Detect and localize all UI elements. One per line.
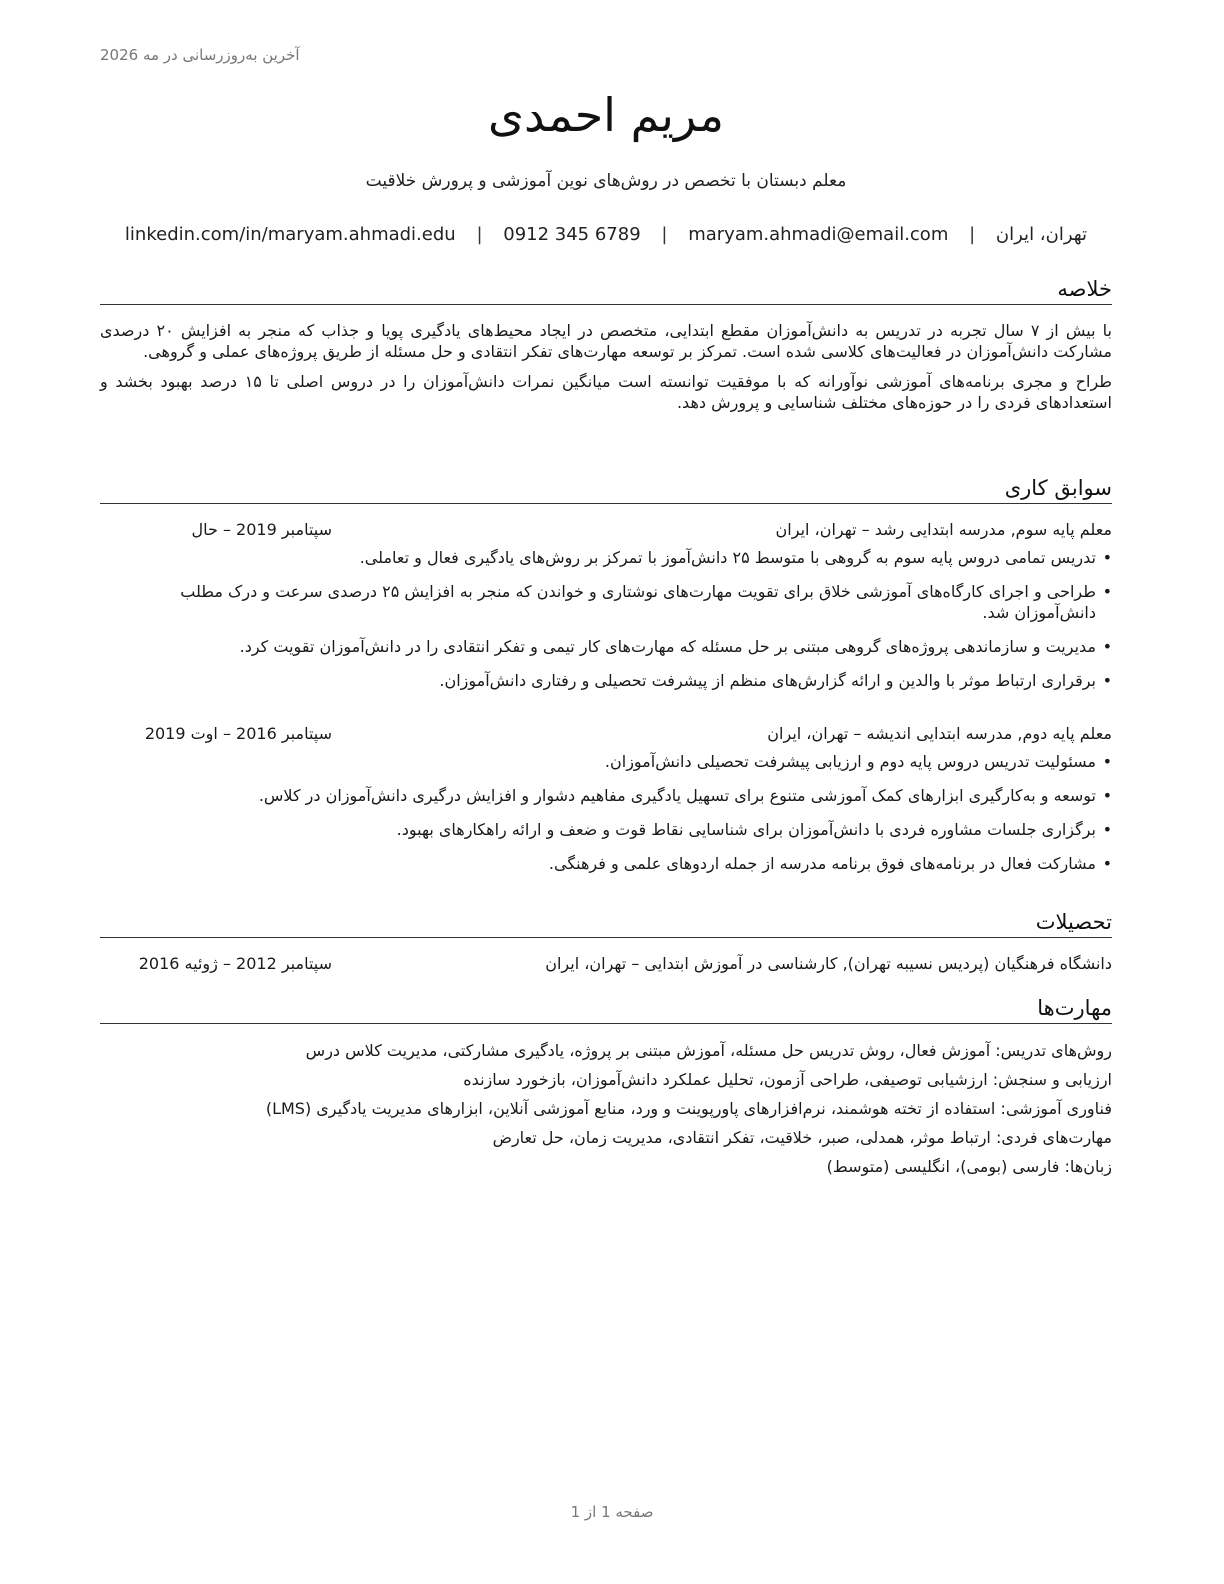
summary-paragraph: طراح و مجری برنامه‌های آموزشی نوآورانه که با موفقیت توانسته است میانگین نمرات دانش‌آموزان را در دروس اصلی تا ۱۵ درصد بهبود بخشد و استعدادهای فردی را در حوزه‌های مختلف شناسایی و پرورش دهد. xyxy=(100,372,1113,412)
job-bullet: • طراحی و اجرای کارگاه‌های آموزشی خلاق برای تقویت مهارت‌های نوشتاری و خواندن که منجر به افزایش ۲۵ درصدی سرعت و درک مطلب دانش‌آموزان شد. xyxy=(100,581,1112,623)
education-dates: سپتامبر 2012 – ژوئیه 2016 xyxy=(138,954,332,973)
skill-line: ارزیابی و سنجش: ارزشیابی توصیفی، طراحی آزمون، تحلیل عملکرد دانش‌آموزان، بازخورد سازنده xyxy=(463,1070,1112,1089)
experience-section xyxy=(100,475,1112,874)
education-heading: دانشگاه فرهنگیان (پردیس نسیبه تهران), کارشناسی در آموزش ابتدایی – تهران، ایران xyxy=(545,954,1112,973)
contact-location: تهران، ایران xyxy=(995,224,1088,245)
job-title: معلم پایه سوم, مدرسه ابتدایی رشد – تهران، ایران xyxy=(775,520,1112,539)
job-bullet: • مدیریت و سازماندهی پروژه‌های گروهی مبتنی بر حل مسئله که مهارت‌های کار تیمی و تفکر انتقادی را در دانش‌آموزان تقویت کرد. xyxy=(100,636,1112,657)
skill-line: مهارت‌های فردی: ارتباط موثر، همدلی، صبر، خلاقیت، تفکر انتقادی، مدیریت زمان، حل تعارض xyxy=(492,1128,1112,1147)
job-bullet: • توسعه و به‌کارگیری ابزارهای کمک آموزشی متنوع برای تسهیل یادگیری مفاهیم دشوار و افزایش درگیری دانش‌آموزان در کلاس. xyxy=(100,785,1112,806)
page-number: صفحه 1 از 1 xyxy=(570,1503,654,1521)
job-bullet: • مسئولیت تدریس دروس پایه دوم و ارزیابی پیشرفت تحصیلی دانش‌آموزان. xyxy=(100,751,1112,772)
summary-section xyxy=(100,276,1112,413)
section-title-education: تحصیلات xyxy=(100,909,1112,938)
education-section xyxy=(100,909,1112,975)
job-bullet: • تدریس تمامی دروس پایه سوم به گروهی با متوسط ۲۵ دانش‌آموز با تمرکز بر روش‌های یادگیری فعال و تعاملی. xyxy=(100,547,1112,568)
contact-line xyxy=(100,224,1112,245)
last-updated-note: آخرین به‌روزرسانی در مه 2026 xyxy=(100,46,300,64)
section-title-skills: مهارت‌ها xyxy=(100,995,1112,1024)
skills-section xyxy=(100,995,1112,1178)
contact-linkedin[interactable]: linkedin.com/in/maryam.ahmadi.edu xyxy=(124,224,456,245)
skill-line: روش‌های تدریس: آموزش فعال، روش تدریس حل مسئله، آموزش مبتنی بر پروژه، یادگیری مشارکتی، مدیریت کلاس درس xyxy=(305,1041,1112,1060)
contact-separator: | xyxy=(476,224,483,245)
job-bullets xyxy=(100,547,1112,691)
contact-phone[interactable]: 0912 345 6789 xyxy=(503,224,641,245)
person-name: مریم احمدی xyxy=(487,88,725,142)
job-entry xyxy=(100,723,1112,874)
job-header xyxy=(100,519,1112,541)
job-title: معلم پایه دوم, مدرسه ابتدایی اندیشه – تهران، ایران xyxy=(767,724,1112,743)
job-bullets xyxy=(100,751,1112,874)
skill-line: زبان‌ها: فارسی (بومی)، انگلیسی (متوسط) xyxy=(826,1157,1112,1176)
contact-email[interactable]: maryam.ahmadi@email.com xyxy=(688,224,949,245)
job-bullet: • برقراری ارتباط موثر با والدین و ارائه گزارش‌های منظم از پیشرفت تحصیلی و رفتاری دانش‌آموزان. xyxy=(100,670,1112,691)
job-dates: سپتامبر 2019 – حال xyxy=(191,520,332,539)
education-entry xyxy=(100,953,1112,975)
section-title-summary: خلاصه xyxy=(100,276,1112,305)
summary-paragraph: با بیش از ۷ سال تجربه در تدریس به دانش‌آموزان مقطع ابتدایی، متخصص در ایجاد محیط‌های یادگیری پویا و جذاب که منجر به افزایش ۲۰ درصدی مشارکت دانش‌آموزان در فعالیت‌های کلاسی شده است. تمرکز بر توسعه مهارت‌های تفکر انتقادی و حل مسئله از طریق پروژه‌های عملی و گروهی. xyxy=(100,321,1113,361)
section-title-experience: سوابق کاری xyxy=(100,475,1112,504)
job-bullet: • مشارکت فعال در برنامه‌های فوق برنامه مدرسه از جمله اردوهای علمی و فرهنگی. xyxy=(100,853,1112,874)
tagline: معلم دبستان با تخصص در روش‌های نوین آموزشی و پرورش خلاقیت xyxy=(365,171,847,191)
skill-line: فناوری آموزشی: استفاده از تخته هوشمند، نرم‌افزارهای پاورپوینت و ورد، منابع آموزشی آنلاین، ابزارهای مدیریت یادگیری (LMS) xyxy=(265,1099,1112,1118)
job-bullet: • برگزاری جلسات مشاوره فردی با دانش‌آموزان برای شناسایی نقاط قوت و ضعف و ارائه راهکارهای بهبود. xyxy=(100,819,1112,840)
contact-separator: | xyxy=(969,224,976,245)
job-dates: سپتامبر 2016 – اوت 2019 xyxy=(144,724,332,743)
job-entry xyxy=(100,519,1112,691)
contact-separator: | xyxy=(661,224,668,245)
job-header xyxy=(100,723,1112,745)
